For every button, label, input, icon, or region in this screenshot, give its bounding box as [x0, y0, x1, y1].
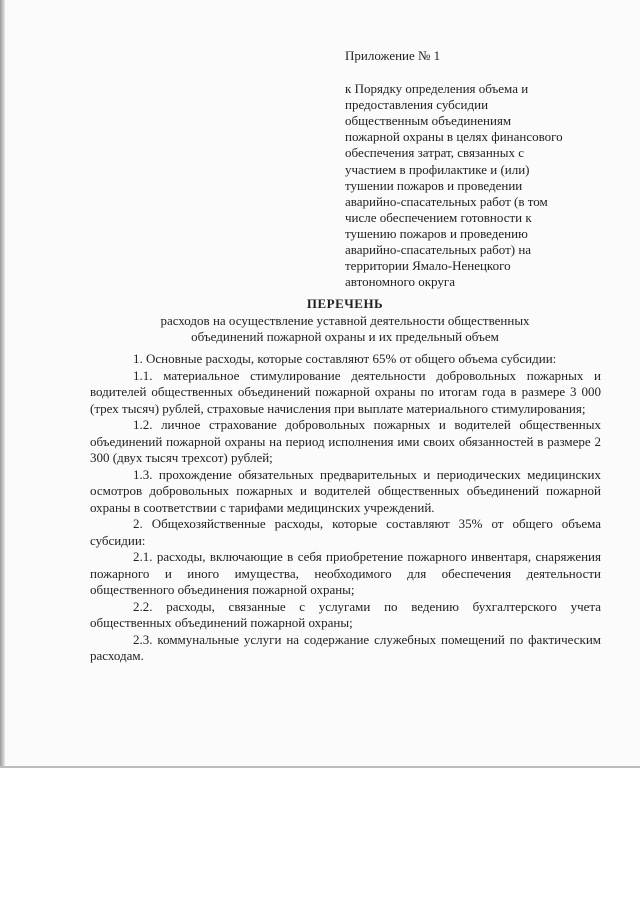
item-2-2-paragraph: 2.2. расходы, связанные с услугами по ведению бухгалтерского учета общественных объединений пожарной охраны; — [90, 598, 601, 630]
section-1-paragraph: 1. Основные расходы, которые составляют 65% от общего объема субсидии: — [133, 351, 557, 366]
item-1-3-paragraph: 1.3. прохождение обязательных предварительных и периодических медицинских осмотров добровольных пожарных и водителей общественных объединений пожарной охраны в соответствии с тарифами медицинских учреждений. — [90, 466, 601, 515]
section-2-paragraph: 2. Общехозяйственные расходы, которые составляют 35% от общего объема субсидии: — [90, 516, 601, 548]
item-2-1-paragraph: 2.1. расходы, включающие в себя приобретение пожарного инвентаря, снаряжения пожарного и иного имущества, необходимого для обеспечения деятельности общественного объединения пожарной охраны; — [90, 549, 601, 597]
appendix-line: к Порядку определения объема и — [345, 81, 529, 97]
appendix-line: участием в профилактике и (или) — [345, 161, 530, 177]
appendix-line: предоставления субсидии — [345, 97, 489, 113]
scan-left-edge — [0, 0, 5, 768]
appendix-line: тушению пожаров и проведению — [345, 225, 528, 241]
appendix-block — [345, 48, 615, 290]
appendix-line: числе обеспечением готовности к — [345, 209, 532, 225]
appendix-line: территории Ямало-Ненецкого — [345, 258, 511, 274]
appendix-line: обеспечения затрат, связанных с — [345, 145, 524, 161]
appendix-line: аварийно-спасательных работ) на — [345, 242, 532, 258]
appendix-title: Приложение № 1 — [345, 48, 441, 63]
item-2-3-paragraph: 2.3. коммунальные услуги на содержание служебных помещений по фактическим расходам. — [90, 631, 601, 663]
appendix-line: тушении пожаров и проведении — [345, 177, 523, 193]
appendix-line: автономного округа — [345, 274, 455, 290]
item-1-2-paragraph: 1.2. личное страхование добровольных пожарных и водителей общественных объединений пожарной охраны на период исполнения ими своих обязанностей в размере 2 300 (двух тысяч трехсот) рублей; — [90, 417, 601, 465]
document-body — [90, 351, 601, 665]
appendix-line: общественным объединениям — [345, 113, 512, 129]
item-1-1-paragraph: 1.1. материальное стимулирование деятельности добровольных пожарных и водителей общественных объединений пожарной охраны по итогам года в размере 3 000 (трех тысяч) рублей, страховые начисления при выплате материального стимулирования; — [90, 367, 601, 416]
appendix-line: пожарной охраны в целях финансового — [345, 129, 563, 145]
document-subtitle-line: объединений пожарной охраны и их предельный объем — [191, 329, 499, 344]
scan-bottom-edge — [0, 766, 640, 768]
document-subtitle-line: расходов на осуществление уставной деятельности общественных — [160, 312, 530, 328]
appendix-line: аварийно-спасательных работ (в том — [345, 193, 548, 209]
document-heading — [90, 296, 600, 346]
document-title: ПЕРЕЧЕНЬ — [306, 296, 384, 311]
